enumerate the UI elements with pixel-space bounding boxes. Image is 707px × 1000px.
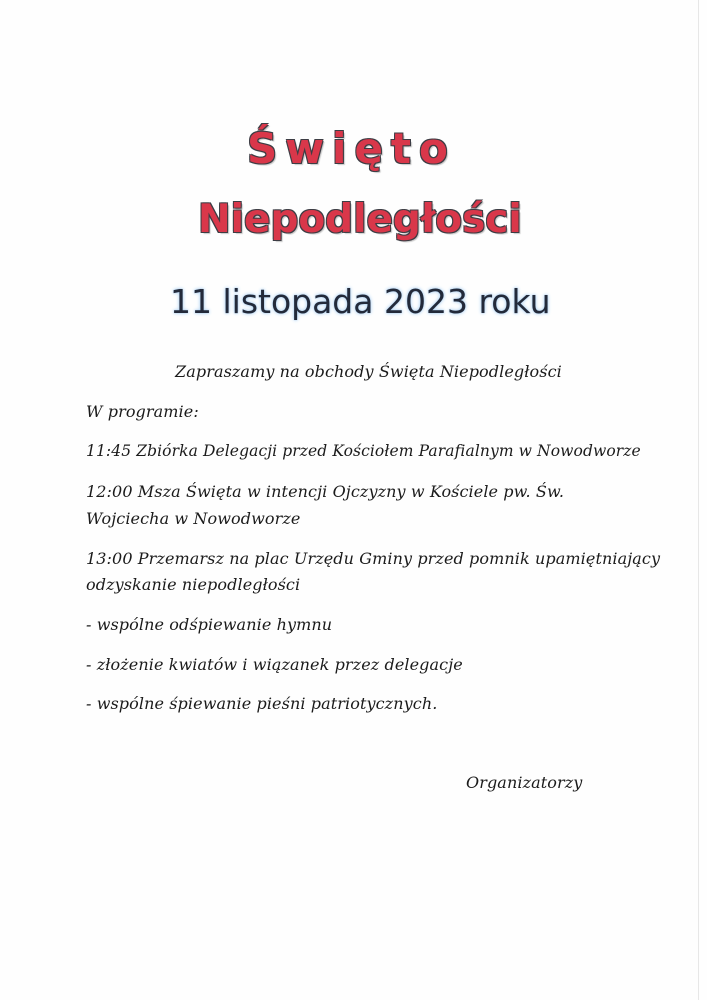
program-item-1300-line-2: odzyskanie niepodległości [86, 575, 301, 594]
title-line-1: Święto [247, 124, 456, 173]
bullet-anthem: - wspólne odśpiewanie hymnu [86, 615, 333, 634]
bullet-songs: - wspólne śpiewanie pieśni patriotycznych. [86, 694, 438, 713]
program-item-1200-line-1: 12:00 Msza Święta w intencji Ojczyzny w Kościele pw. Św. [86, 482, 565, 501]
organizers-signature: Organizatorzy [466, 773, 583, 792]
bullet-flowers: - złożenie kwiatów i wiązanek przez delegacje [86, 655, 463, 674]
program-item-1200-line-2: Wojciecha w Nowodworze [86, 509, 301, 528]
program-item-1145: 11:45 Zbiórka Delegacji przed Kościołem Parafialnym w Nowodworze [86, 442, 641, 460]
program-item-1300-line-1: 13:00 Przemarsz na plac Urzędu Gminy przed pomnik upamiętniający [86, 549, 661, 568]
event-date: 11 listopada 2023 roku [170, 282, 551, 321]
program-heading: W programie: [86, 402, 199, 421]
scan-edge-line [698, 0, 699, 1000]
invitation-text: Zapraszamy na obchody Święta Niepodległości [175, 362, 562, 381]
title-line-2: Niepodległości [198, 197, 522, 242]
